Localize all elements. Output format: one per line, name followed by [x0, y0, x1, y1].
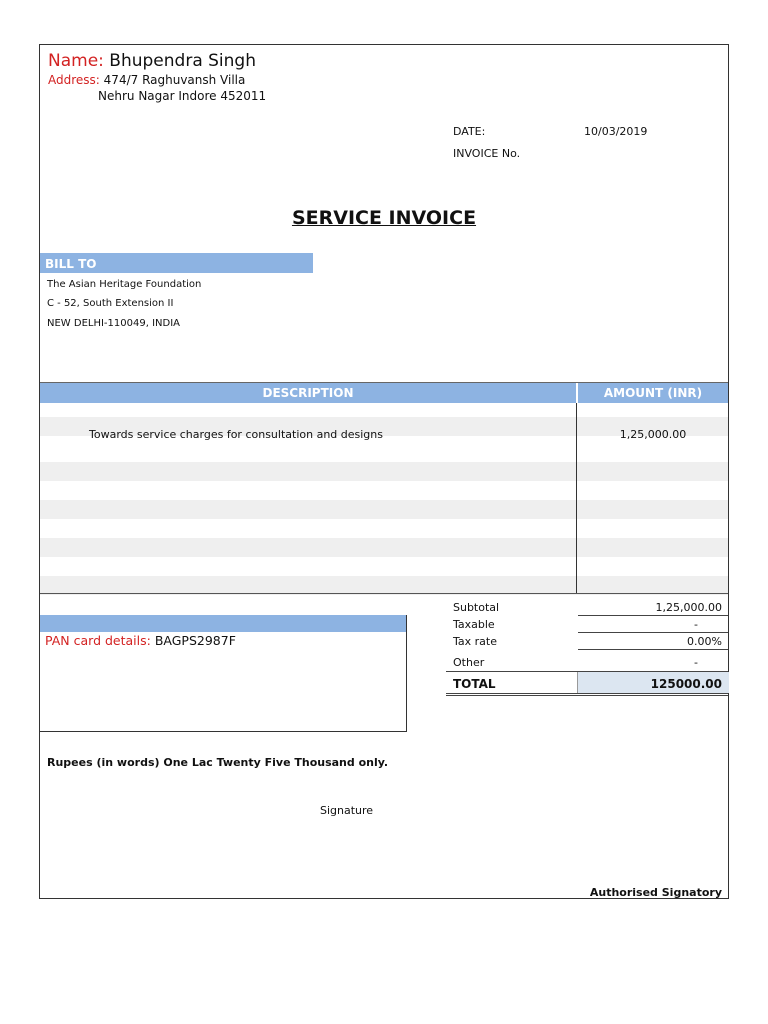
pan-box: [40, 615, 407, 732]
total-double-rule: [446, 693, 728, 696]
seller-name-row: [48, 51, 256, 71]
column-divider: [576, 403, 577, 593]
date-label: DATE:: [453, 125, 486, 138]
seller-name: Bhupendra Singh: [109, 51, 256, 71]
taxable-rule: [578, 632, 728, 633]
table-row: [40, 462, 728, 481]
table-row: [40, 500, 728, 519]
pan-row: [45, 633, 236, 648]
seller-address-line2: Nehru Nagar Indore 452011: [98, 89, 267, 103]
date-value: 10/03/2019: [584, 125, 648, 138]
tax-rate-rule: [578, 649, 728, 650]
seller-address-line1: 474/7 Raghuvansh Villa: [103, 73, 246, 87]
table-row: [40, 538, 728, 557]
pan-value: BAGPS2987F: [154, 633, 236, 648]
bill-to-line2: C - 52, South Extension II: [47, 298, 174, 309]
bill-to-header: BILL TO: [40, 253, 313, 273]
bill-to-line1: The Asian Heritage Foundation: [47, 279, 202, 290]
invoice-no-label: INVOICE No.: [453, 147, 521, 160]
total-value: 125000.00: [650, 677, 722, 691]
pan-header-bar: [40, 615, 406, 632]
signature-label: Signature: [320, 804, 374, 817]
bill-to-line3: NEW DELHI-110049, INDIA: [47, 318, 180, 329]
subtotal-label: Subtotal: [453, 601, 500, 614]
authorised-signatory: Authorised Signatory: [589, 886, 722, 899]
total-label: TOTAL: [453, 677, 496, 691]
table-bottom-rule: [40, 593, 728, 594]
other-value: -: [694, 656, 698, 669]
taxable-label: Taxable: [453, 618, 495, 631]
amount-in-words: Rupees (in words) One Lac Twenty Five Thousand only.: [47, 756, 389, 769]
subtotal-rule: [578, 615, 728, 616]
subtotal-value: 1,25,000.00: [655, 601, 722, 614]
pan-label: PAN card details:: [45, 633, 151, 648]
amount-header: AMOUNT (INR): [578, 383, 728, 403]
seller-address-row: [48, 73, 245, 87]
description-header: DESCRIPTION: [40, 383, 576, 403]
item-description: Towards service charges for consultation and designs: [89, 428, 383, 441]
tax-rate-value: 0.00%: [687, 635, 722, 648]
tax-rate-label: Tax rate: [453, 635, 497, 648]
taxable-value: -: [694, 618, 698, 631]
other-label: Other: [453, 656, 485, 669]
item-amount: 1,25,000.00: [619, 428, 687, 441]
invoice-sheet: [39, 44, 729, 899]
seller-address-label: Address:: [48, 73, 100, 87]
seller-name-label: Name:: [48, 51, 104, 71]
invoice-title: SERVICE INVOICE: [291, 207, 477, 229]
